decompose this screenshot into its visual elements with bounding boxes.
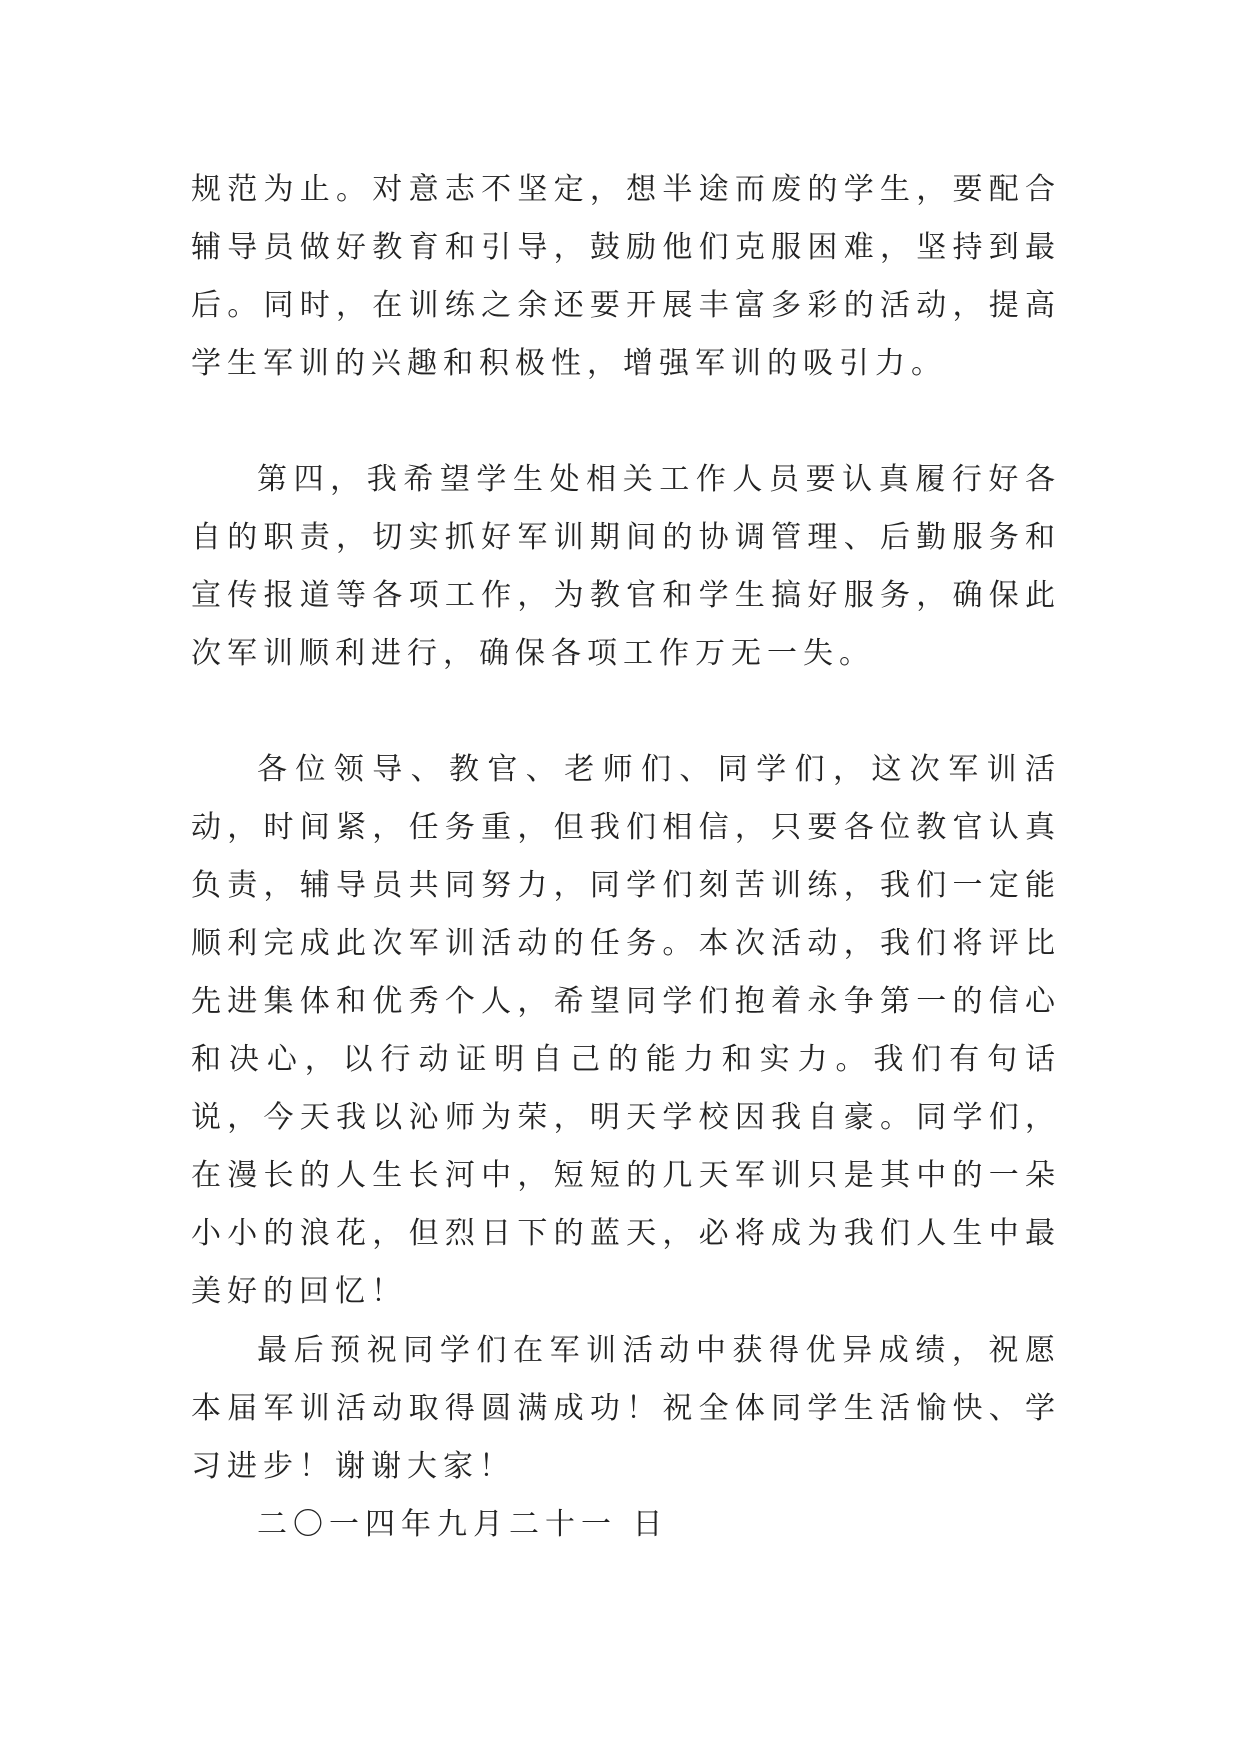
paragraph-address: 各位领导、教官、老师们、同学们，这次军训活动，时间紧，任务重，但我们相信，只要各位教官认真负责，辅导员共同努力，同学们刻苦训练，我们一定能顺利完成此次军训活动的任务。本次活动，我们将评比先进集体和优秀个人，希望同学们抱着永争第一的信心和决心，以行动证明自己的能力和实力。我们有句话说，今天我以沁师为荣，明天学校因我自豪。同学们，在漫长的人生长河中，短短的几天军训只是其中的一朵小小的浪花，但烈日下的蓝天，必将成为我们人生中最美好的回忆！ xyxy=(191,752,1061,1309)
paragraph-fourth-point: 第四，我希望学生处相关工作人员要认真履行好各自的职责，切实抓好军训期间的协调管理、后勤服务和宣传报道等各项工作，为教官和学生搞好服务，确保此次军训顺利进行，确保各项工作万无一失。 xyxy=(191,462,1061,671)
paragraph-continuation: 规范为止。对意志不坚定，想半途而废的学生，要配合辅导员做好教育和引导，鼓励他们克服困难，坚持到最后。同时，在训练之余还要开展丰富多彩的活动，提高学生军训的兴趣和积极性，增强军训的吸引力。 xyxy=(191,172,1061,381)
paragraph-closing: 最后预祝同学们在军训活动中获得优异成绩，祝愿本届军训活动取得圆满成功！祝全体同学生活愉快、学习进步！谢谢大家！ xyxy=(191,1333,1061,1484)
document-date: 二〇一四年九月二十一 日 xyxy=(257,1507,669,1542)
